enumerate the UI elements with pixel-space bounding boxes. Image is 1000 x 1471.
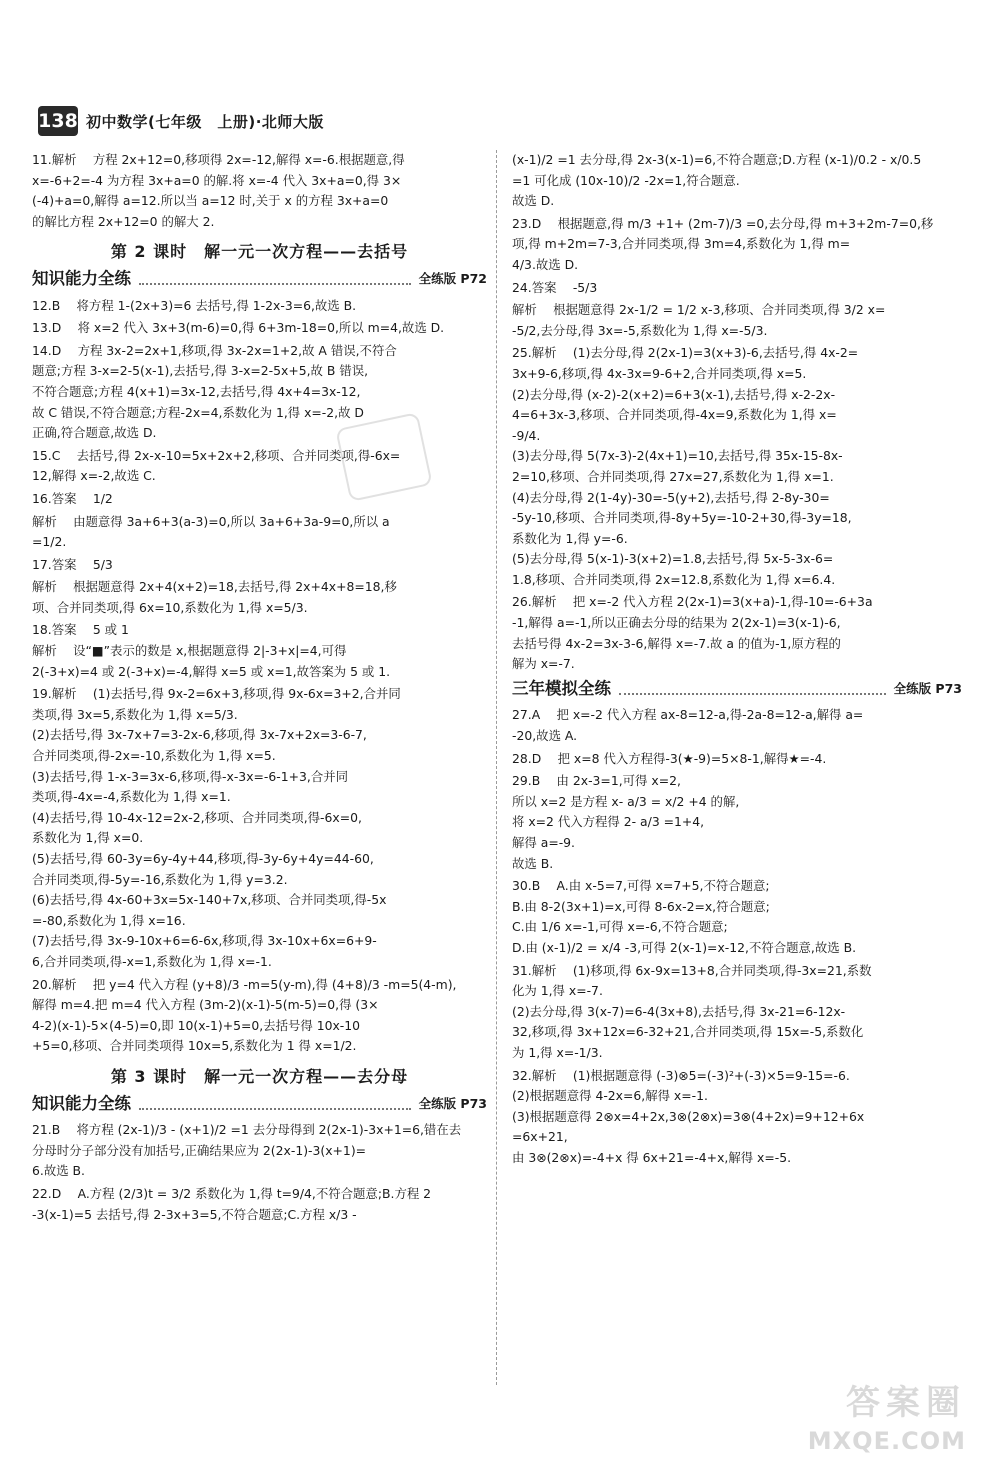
answer-item [32, 1120, 487, 1182]
answer-item [32, 341, 487, 444]
answer-item [512, 214, 962, 276]
answer-line: -20,故选 A. [512, 728, 578, 744]
answer-line: (4)去括号,得 10-4x-12=2x-2,移项、合并同类项,得-6x=0, [32, 809, 362, 825]
answer-line: 项、合并同类项,得 6x=10,系数化为 1,得 x=5/3. [32, 599, 308, 615]
answer-item [512, 771, 962, 874]
answer-line: 32,移项,得 3x+12x=6-32+21,合并同类项,得 15x=-5,系数化 [512, 1024, 864, 1040]
answer-line: (-4)+a=0,解得 a=12.所以当 a=12 时,关于 x 的方程 3x+a=0 [32, 193, 389, 209]
answer-line: 31.解析 (1)移项,得 6x-9x=13+8,合并同类项,得-3x=21,系数 [512, 962, 872, 978]
answer-line: (7)去括号,得 3x-9-10x+6=6-6x,移项,得 3x-10x+6x=6+9- [32, 933, 377, 949]
answer-item [32, 446, 487, 487]
answer-item [512, 749, 962, 770]
answer-line: -5/2,去分母,得 3x=-5,系数化为 1,得 x=-5/3. [512, 322, 768, 338]
answer-line: (2)去分母,得 (x-2)-2(x+2)=6+3(x-1),去括号,得 x-2-2x- [512, 386, 836, 402]
answer-line: =1/2. [32, 534, 67, 550]
page-number: 138 [38, 106, 78, 136]
answer-line: 21.B 将方程 (2x-1)/3 - (x+1)/2 =1 去分母得到 2(2x-1)-3x+1=6,错在去 [32, 1122, 462, 1138]
answer-line: 类项,得-4x=-4,系数化为 1,得 x=1. [32, 789, 231, 805]
answer-line: 28.D 把 x=8 代入方程得-3(★-9)=5×8-1,解得★=-4. [512, 750, 827, 766]
answer-line: 16.答案 1/2 [32, 490, 113, 506]
watermark-site: MXQE.COM [807, 1427, 966, 1455]
answer-line: -9/4. [512, 427, 541, 443]
answer-line: 24.答案 -5/3 [512, 279, 598, 295]
answer-line: 解得 m=4.把 m=4 代入方程 (3m-2)(x-1)-5(m-5)=0,得 (3× [32, 997, 379, 1013]
right-column [512, 150, 962, 1171]
answer-line: (2)去括号,得 3x-7x+7=3-2x-6,移项,得 3x-7x+2x=3-6-7, [32, 727, 367, 743]
answer-item [32, 975, 487, 1057]
answer-item [32, 296, 487, 317]
answer-line: 化为 1,得 x=-7. [512, 983, 603, 999]
left-column [32, 150, 487, 1227]
answer-line: x=-6+2=-4 为方程 3x+a=0 的解.将 x=-4 代入 3x+a=0,得 3× [32, 172, 402, 188]
answer-item [32, 318, 487, 339]
answer-line: 23.D 根据题意,得 m/3 +1+ (2m-7)/3 =0,去分母,得 m+3+2m-7=0,移 [512, 215, 934, 231]
answer-item [512, 1066, 962, 1169]
section-reference: 全练版 P72 [418, 270, 487, 286]
answer-item [32, 489, 487, 510]
answer-line: 正确,符合题意,故选 D. [32, 425, 157, 441]
page-header [38, 104, 324, 138]
answer-item [32, 620, 487, 682]
answer-line: 11.解析 方程 2x+12=0,移项得 2x=-12,解得 x=-6.根据题意,得 [32, 152, 405, 167]
answer-line: 故选 D. [512, 193, 555, 209]
answer-line: (5)去分母,得 5(x-1)-3(x+2)=1.8,去括号,得 5x-5-3x-6= [512, 551, 834, 567]
answer-item [512, 150, 962, 212]
section-reference: 全练版 P73 [893, 680, 962, 696]
answer-item [32, 684, 487, 972]
lesson-title: 第 3 课时 解一元一次方程——去分母 [110, 1066, 409, 1086]
answer-line: (2)根据题意得 4-2x=6,解得 x=-1. [512, 1088, 708, 1104]
answer-line: -5y-10,移项、合并同类项,得-8y+5y=-10-2+30,得-3y=18, [512, 510, 852, 526]
answer-line: 解析 根据题意得 2x-1/2 = 1/2 x-3,移项、合并同类项,得 3/2 x= [512, 302, 886, 318]
answer-line: 由 3⊗(2⊗x)=-4+x 得 6x+21=-4+x,解得 x=-5. [512, 1149, 792, 1165]
answer-line: 合并同类项,得-5y=-16,系数化为 1,得 y=3.2. [32, 871, 288, 887]
answer-line: 4=6+3x-3,移项、合并同类项,得-4x=9,系数化为 1,得 x= [512, 407, 837, 423]
answer-item [32, 512, 487, 553]
section-header [32, 1094, 487, 1115]
answer-line: 15.C 去括号,得 2x-x-10=5x+2x+2,移项、合并同类项,得-6x= [32, 447, 401, 463]
answer-line: 解析 根据题意得 2x+4(x+2)=18,去括号,得 2x+4x+8=18,移 [32, 579, 397, 595]
answer-line: 系数化为 1,得 y=-6. [512, 530, 628, 546]
column-divider [496, 150, 497, 1385]
section-title: 知识能力全练 [32, 268, 131, 288]
answer-line: 6,合并同类项,得-x=1,系数化为 1,得 x=-1. [32, 953, 272, 969]
answer-line: 故选 B. [512, 855, 554, 871]
answer-item [512, 300, 962, 341]
lesson-title: 第 2 课时 解一元一次方程——去括号 [110, 242, 409, 262]
answer-line: 32.解析 (1)根据题意得 (-3)⊗5=(-3)²+(-3)×5=9-15=-6. [512, 1067, 850, 1083]
answer-line: 22.D A.方程 (2/3)t = 3/2 系数化为 1,得 t=9/4,不符合题意;B.方程 2 [32, 1185, 432, 1201]
answer-item [32, 1184, 487, 1225]
answer-line: 2=10,移项、合并同类项,得 27x=27,系数化为 1,得 x=1. [512, 468, 834, 484]
answer-line: 14.D 方程 3x-2=2x+1,移项,得 3x-2x=1+2,故 A 错误,不符合 [32, 342, 397, 358]
answer-line: +5=0,移项、合并同类项得 10x=5,系数化为 1 得 x=1/2. [32, 1038, 357, 1054]
answer-line: 18.答案 5 或 1 [32, 622, 129, 638]
answer-line: D.由 (x-1)/2 = x/4 -3,可得 2(x-1)=x-12,不符合题意,故选 B. [512, 939, 857, 955]
answer-line: (6)去括号,得 4x-60+3x=5x-140+7x,移项、合并同类项,得-5x [32, 892, 387, 908]
answer-line: (5)去括号,得 60-3y=6y-4y+44,移项,得-3y-6y+4y=44-60, [32, 851, 374, 866]
answer-line: =1 可化成 (10x-10)/2 -2x=1,符合题意. [512, 172, 740, 188]
book-title: 初中数学(七年级 上册)·北师大版 [86, 112, 324, 131]
answer-line: -1,解得 a=-1,所以正确去分母的结果为 2(2x-1)=3(x-1)-6, [512, 615, 841, 631]
answer-item [512, 278, 962, 299]
answer-line: 解析 设“■”表示的数是 x,根据题意得 2|-3+x|=4,可得 [32, 643, 347, 659]
answer-line: (3)去括号,得 1-x-3=3x-6,移项,得-x-3x=-6-1+3,合并同 [32, 768, 348, 784]
answer-line: 系数化为 1,得 x=0. [32, 830, 144, 846]
answer-line: 的解比方程 2x+12=0 的解大 2. [32, 213, 215, 229]
answer-line: 解为 x=-7. [512, 656, 575, 672]
answer-item [32, 150, 487, 232]
answer-line: 项,得 m+2m=7-3,合并同类项,得 3m=4,系数化为 1,得 m= [512, 236, 851, 252]
answer-item [512, 592, 962, 674]
answer-item [512, 961, 962, 1064]
answer-line: 6.故选 B. [32, 1163, 85, 1179]
answer-line: 12.B 将方程 1-(2x+3)=6 去括号,得 1-2x-3=6,故选 B. [32, 297, 357, 313]
answer-line: (2)去分母,得 3(x-7)=6-4(3x+8),去括号,得 3x-21=6-12x- [512, 1003, 846, 1019]
answer-line: 4-2)(x-1)-5×(4-5)=0,即 10(x-1)+5=0,去括号得 10x-10 [32, 1017, 361, 1033]
answer-line: 1.8,移项、合并同类项,得 2x=12.8,系数化为 1,得 x=6.4. [512, 571, 836, 587]
answer-line: 所以 x=2 是方程 x- a/3 = x/2 +4 的解, [512, 793, 740, 809]
answer-line: 17.答案 5/3 [32, 556, 113, 572]
watermark [796, 1375, 966, 1455]
section-header [512, 679, 962, 700]
answer-line: (3)去分母,得 5(7x-3)-2(4x+1)=10,去括号,得 35x-15-8x- [512, 448, 843, 464]
answer-line: 分母时分子部分没有加括号,正确结果应为 2(2x-1)-3(x+1)= [32, 1142, 367, 1158]
answer-line: 29.B 由 2x-3=1,可得 x=2, [512, 773, 681, 789]
answer-line: (x-1)/2 =1 去分母,得 2x-3(x-1)=6,不符合题意;D.方程 (x-1)/0.2 - x/0.5 [512, 152, 922, 167]
answer-line: =-80,系数化为 1,得 x=16. [32, 912, 186, 928]
watermark-text: 答案圈 [846, 1383, 966, 1423]
section-reference: 全练版 P73 [418, 1095, 487, 1111]
answer-item [32, 577, 487, 618]
answer-item [512, 343, 962, 590]
answer-line: 为 1,得 x=-1/3. [512, 1044, 603, 1060]
answer-line: -3(x-1)=5 去括号,得 2-3x+3=5,不符合题意;C.方程 x/3 - [32, 1206, 357, 1222]
answer-line: 19.解析 (1)去括号,得 9x-2=6x+3,移项,得 9x-6x=3+2,合并同 [32, 686, 401, 702]
answer-line: 解得 a=-9. [512, 835, 575, 850]
dotted-leader [139, 273, 411, 285]
answer-item [512, 705, 962, 746]
section-title: 三年模拟全练 [512, 678, 611, 698]
answer-line: 解析 由题意得 3a+6+3(a-3)=0,所以 3a+6+3a-9=0,所以 a [32, 513, 390, 529]
answer-line: (4)去分母,得 2(1-4y)-30=-5(y+2),去括号,得 2-8y-30= [512, 489, 830, 505]
section-title: 知识能力全练 [32, 1093, 131, 1113]
answer-line: C.由 1/6 x=-1,可得 x=-6,不符合题意; [512, 919, 728, 935]
answer-line: =6x+21, [512, 1129, 568, 1145]
answer-line: 26.解析 把 x=-2 代入方程 2(2x-1)=3(x+a)-1,得-10=-6+3a [512, 594, 873, 610]
answer-line: 12,解得 x=-2,故选 C. [32, 468, 156, 484]
answer-line: 故 C 错误,不符合题意;方程-2x=4,系数化为 1,得 x=-2,故 D [32, 404, 364, 420]
answer-line: 20.解析 把 y=4 代入方程 (y+8)/3 -m=5(y-m),得 (4+8)/3 -m=5(4-m), [32, 976, 457, 992]
dotted-leader [139, 1098, 411, 1110]
section-header [32, 269, 487, 290]
answer-line: 13.D 将 x=2 代入 3x+3(m-6)=0,得 6+3m-18=0,所以 m=4,故选 D. [32, 320, 445, 336]
answer-line: 4/3.故选 D. [512, 256, 579, 272]
dotted-leader [619, 683, 886, 695]
answer-line: 25.解析 (1)去分母,得 2(2x-1)=3(x+3)-6,去括号,得 4x-2= [512, 345, 859, 361]
answer-line: 去括号得 4x-2=3x-3-6,解得 x=-7.故 a 的值为-1,原方程的 [512, 635, 841, 651]
answer-item [32, 555, 487, 576]
answer-line: 将 x=2 代入方程得 2- a/3 =1+4, [512, 814, 705, 830]
answer-line: 不符合题意;方程 4(x+1)=3x-12,去括号,得 4x+4=3x-12, [32, 383, 361, 399]
answer-line: 27.A 把 x=-2 代入方程 ax-8=12-a,得-2a-8=12-a,解得 a= [512, 707, 864, 723]
answer-line: 题意;方程 3-x=2-5(x-1),去括号,得 3-x=2-5x+5,故 B 错误, [32, 363, 369, 379]
answer-line: B.由 8-2(3x+1)=x,可得 8-6x-2=x,符合题意; [512, 898, 770, 914]
answer-line: (3)根据题意得 2⊗x=4+2x,3⊗(2⊗x)=3⊗(4+2x)=9+12+6x [512, 1108, 865, 1124]
answer-item [512, 876, 962, 958]
answer-line: 类项,得 3x=5,系数化为 1,得 x=5/3. [32, 706, 238, 722]
answer-line: 合并同类项,得-2x=-10,系数化为 1,得 x=5. [32, 748, 276, 764]
answer-line: 3x+9-6,移项,得 4x-3x=9-6+2,合并同类项,得 x=5. [512, 365, 807, 381]
answer-line: 30.B A.由 x-5=7,可得 x=7+5,不符合题意; [512, 878, 770, 894]
answer-line: 2(-3+x)=4 或 2(-3+x)=-4,解得 x=5 或 x=1,故答案为 5 或 1. [32, 663, 391, 679]
